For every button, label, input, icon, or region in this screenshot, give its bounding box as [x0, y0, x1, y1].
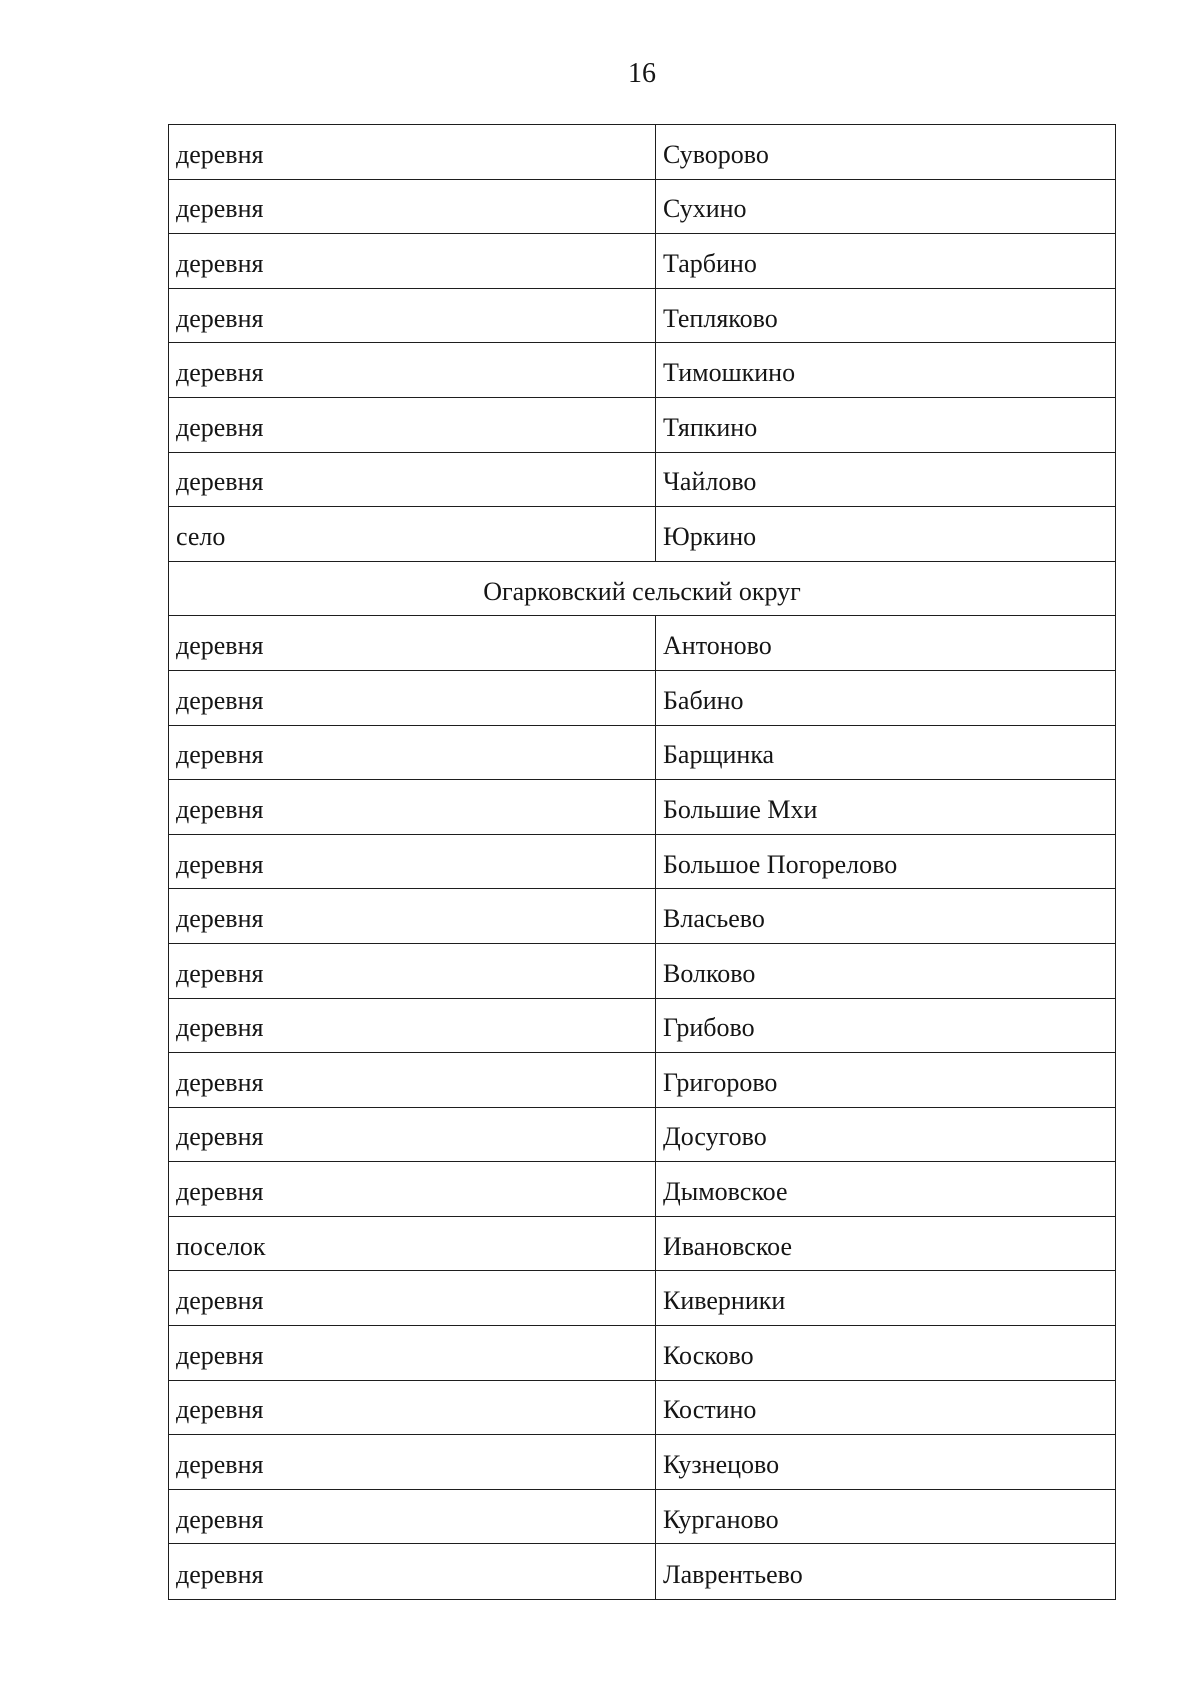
settlement-name-cell: Дымовское: [663, 1177, 788, 1207]
table-row: [169, 234, 1115, 289]
settlement-type-cell: деревня: [169, 1108, 656, 1162]
settlement-name-cell: Чайлово: [663, 467, 757, 497]
settlement-name-cell: Грибово: [663, 1013, 755, 1043]
page-number: 16: [628, 58, 656, 89]
table-row: [169, 835, 1115, 890]
settlement-name-cell: Григорово: [663, 1067, 778, 1097]
table-row: [169, 999, 1115, 1054]
table-row: [169, 453, 1115, 508]
table-row: [169, 780, 1115, 835]
settlement-name-cell: Юркино: [663, 521, 757, 551]
settlement-name-cell: Бабино: [663, 685, 744, 715]
table-row: [169, 726, 1115, 781]
settlement-name-cell: Косково: [663, 1340, 754, 1370]
settlement-name-cell: Костино: [663, 1395, 757, 1425]
settlement-type-cell: деревня: [169, 1435, 656, 1489]
table-row: [169, 671, 1115, 726]
settlement-type-cell: деревня: [169, 671, 656, 725]
settlement-name-cell: Суворово: [663, 139, 769, 169]
settlement-type-cell: деревня: [169, 1326, 656, 1380]
table-row: [169, 889, 1115, 944]
table-row: [169, 343, 1115, 398]
settlement-type-cell: деревня: [169, 1053, 656, 1107]
section-title: Огарковский сельский округ: [483, 576, 801, 606]
table-row: [169, 944, 1115, 999]
settlement-table: [168, 124, 1116, 1600]
settlement-type-cell: деревня: [169, 453, 656, 507]
settlement-type-cell: деревня: [169, 1381, 656, 1435]
settlement-type-cell: деревня: [169, 999, 656, 1053]
settlement-type-cell: деревня: [169, 343, 656, 397]
section-header-row: [169, 562, 1115, 617]
settlement-name-cell: Барщинка: [663, 740, 775, 770]
settlement-type-cell: деревня: [169, 889, 656, 943]
table-row: [169, 1053, 1115, 1108]
settlement-type-cell: деревня: [169, 1162, 656, 1216]
settlement-name-cell: Лаврентьево: [663, 1559, 803, 1589]
settlement-name-cell: Тепляково: [663, 303, 778, 333]
settlement-name-cell: Тарбино: [663, 248, 757, 278]
table-row: [169, 1544, 1115, 1599]
settlement-name-cell: Ивановское: [663, 1231, 792, 1261]
table-row: [169, 289, 1115, 344]
settlement-type-cell: деревня: [169, 835, 656, 889]
settlement-type-cell: деревня: [169, 1271, 656, 1325]
table-row: [169, 1108, 1115, 1163]
settlement-type-cell: деревня: [169, 289, 656, 343]
table-row: [169, 180, 1115, 235]
settlement-name-cell: Кузнецово: [663, 1450, 780, 1480]
table-row: [169, 1381, 1115, 1436]
settlement-name-cell: Волково: [663, 958, 756, 988]
table-row: [169, 1326, 1115, 1381]
table-row: [169, 616, 1115, 671]
settlement-type-cell: деревня: [169, 398, 656, 452]
table-row: [169, 1217, 1115, 1272]
settlement-type-cell: деревня: [169, 726, 656, 780]
table-row: [169, 1435, 1115, 1490]
settlement-type-cell: деревня: [169, 125, 656, 179]
table-row: [169, 507, 1115, 562]
settlement-type-cell: деревня: [169, 1544, 656, 1599]
settlement-type-cell: деревня: [169, 780, 656, 834]
settlement-type-cell: село: [169, 507, 656, 561]
settlement-type-cell: деревня: [169, 616, 656, 670]
settlement-name-cell: Досугово: [663, 1122, 767, 1152]
settlement-name-cell: Антоново: [663, 631, 772, 661]
settlement-name-cell: Власьево: [663, 904, 765, 934]
settlement-type-cell: поселок: [169, 1217, 656, 1271]
settlement-name-cell: Тимошкино: [663, 358, 796, 388]
settlement-name-cell: Киверники: [663, 1286, 786, 1316]
table-row: [169, 398, 1115, 453]
table-row: [169, 1271, 1115, 1326]
settlement-name-cell: Сухино: [663, 194, 747, 224]
table-row: [169, 1490, 1115, 1545]
settlement-type-cell: деревня: [169, 234, 656, 288]
settlement-name-cell: Курганово: [663, 1504, 779, 1534]
settlement-type-cell: деревня: [169, 944, 656, 998]
settlement-name-cell: Большое Погорелово: [663, 849, 898, 879]
table-row: [169, 125, 1115, 180]
settlement-type-cell: деревня: [169, 180, 656, 234]
settlement-name-cell: Тяпкино: [663, 412, 758, 442]
settlement-name-cell: Большие Мхи: [663, 794, 818, 824]
settlement-type-cell: деревня: [169, 1490, 656, 1544]
table-row: [169, 1162, 1115, 1217]
